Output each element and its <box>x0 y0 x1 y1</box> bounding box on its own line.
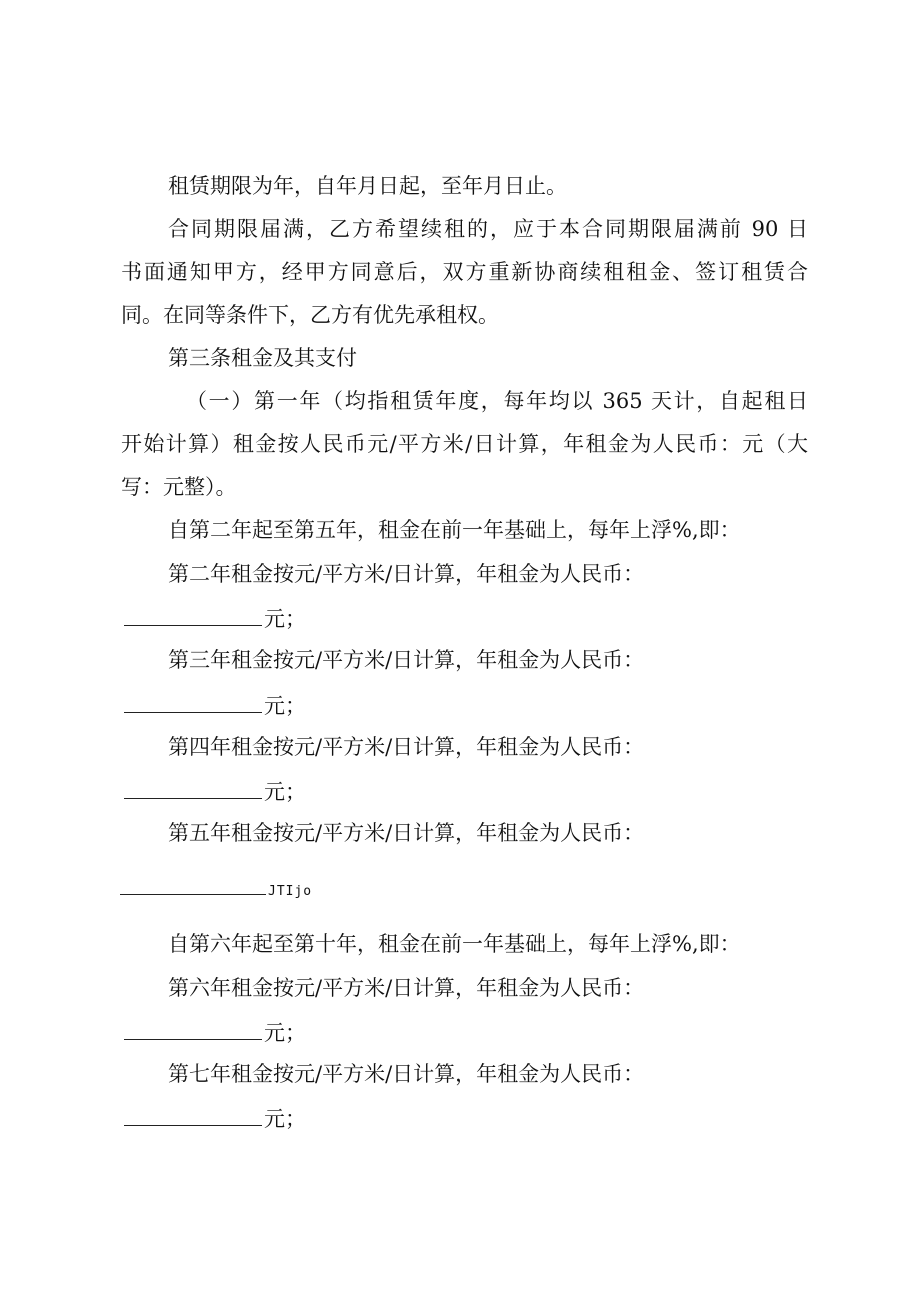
year-seven-unit: 元； <box>264 1107 306 1131</box>
year-four-rent-line: 第四年租金按元/平方米/日计算，年租金为人民币： <box>168 735 645 759</box>
paragraph-years-two-to-five: 自第二年起至第五年，租金在前一年基础上，每年上浮%,即： <box>168 518 741 542</box>
year-four-amount-line <box>124 776 306 806</box>
year-four-amount-blank <box>124 776 262 799</box>
paragraph-term-period: 租赁期限为年，自年月日起，至年月日止。 <box>168 174 567 198</box>
paragraph-renewal-line-3: 同。在同等条件下，乙方有优先承租权。 <box>121 303 499 327</box>
year-six-amount-blank <box>124 1017 262 1040</box>
year-two-rent-line: 第二年租金按元/平方米/日计算，年租金为人民币： <box>168 562 645 586</box>
year-two-unit: 元； <box>264 607 306 631</box>
paragraph-renewal-line-1: 合同期限届满，乙方希望续租的，应于本合同期限届满前 90 日 <box>168 217 808 241</box>
year-two-amount-line <box>124 603 306 633</box>
year-six-amount-line <box>124 1017 306 1047</box>
paragraph-first-year-line-2: 开始计算）租金按人民币元/平方米/日计算，年租金为人民币：元（大 <box>121 432 808 456</box>
year-three-amount-blank <box>124 690 262 713</box>
year-five-amount-blank <box>120 872 266 895</box>
year-six-unit: 元； <box>264 1021 306 1045</box>
year-six-rent-line: 第六年租金按元/平方米/日计算，年租金为人民币： <box>168 976 645 1000</box>
year-three-amount-line <box>124 690 306 720</box>
year-three-rent-line: 第三年租金按元/平方米/日计算，年租金为人民币： <box>168 648 645 672</box>
year-seven-amount-line <box>124 1103 306 1133</box>
year-seven-amount-blank <box>124 1103 262 1126</box>
paragraph-years-six-to-ten: 自第六年起至第十年，租金在前一年基础上，每年上浮%,即： <box>168 932 741 956</box>
year-four-unit: 元； <box>264 780 306 804</box>
year-seven-rent-line: 第七年租金按元/平方米/日计算，年租金为人民币： <box>168 1062 645 1086</box>
paragraph-renewal-line-2: 书面通知甲方，经甲方同意后，双方重新协商续租租金、签订租赁合 <box>121 260 808 284</box>
year-two-amount-blank <box>124 603 262 626</box>
year-five-rent-line: 第五年租金按元/平方米/日计算，年租金为人民币： <box>168 821 645 845</box>
article-three-heading: 第三条租金及其支付 <box>168 346 357 370</box>
paragraph-first-year-line-3: 写：元整）。 <box>121 475 237 499</box>
year-five-garbled-text: JTIjo <box>268 884 313 899</box>
year-five-amount-line <box>120 872 312 906</box>
year-three-unit: 元； <box>264 694 306 718</box>
paragraph-first-year-line-1: （一）第一年（均指租赁年度，每年均以 365 天计，自起租日 <box>186 389 808 413</box>
